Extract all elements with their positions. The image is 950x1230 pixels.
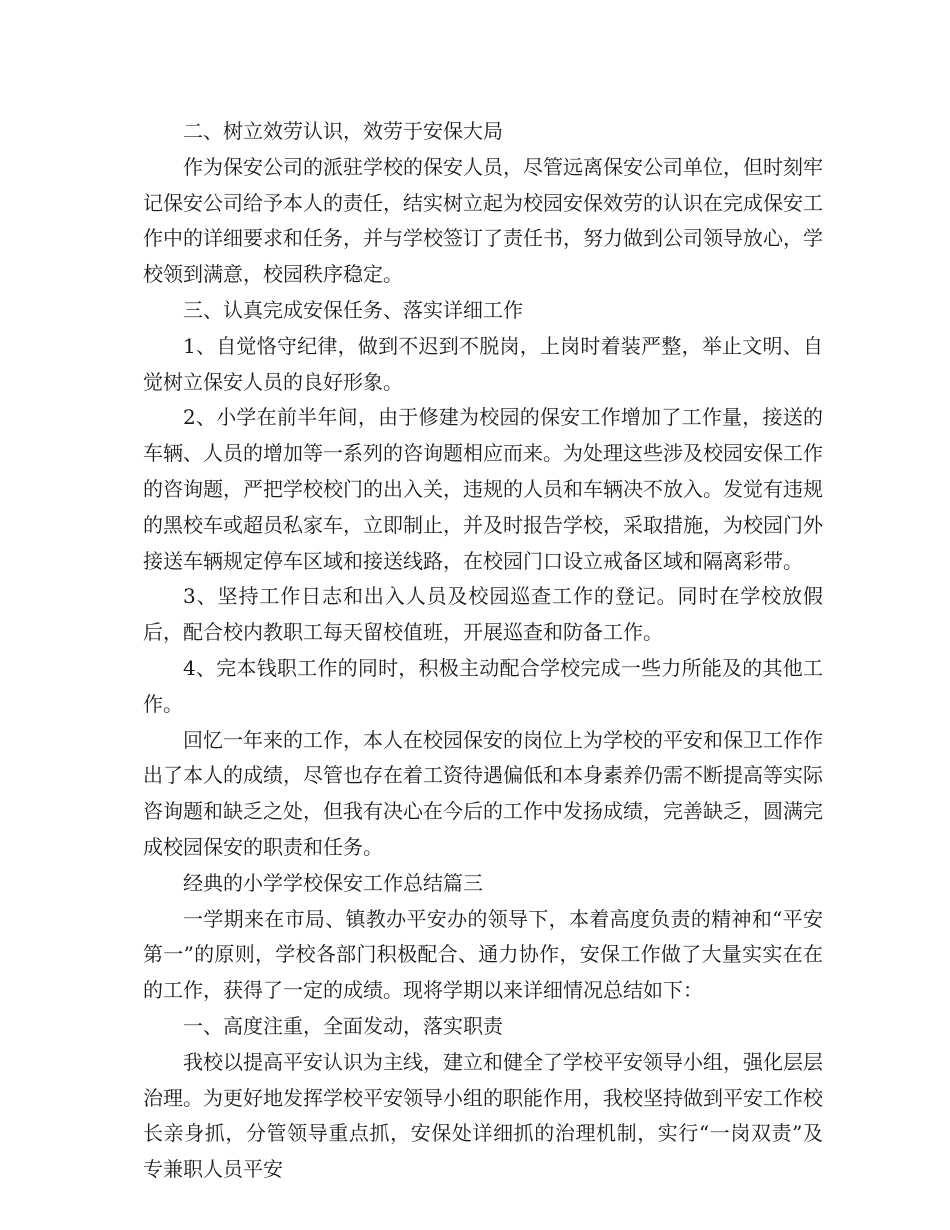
list-item-1: 1、自觉恪守纪律，做到不迟到不脱岗，上岗时着装严整，举止文明、自觉树立保安人员的良好形象。 — [143, 333, 823, 394]
list-item-3: 3、坚持工作日志和出入人员及校园巡查工作的登记。同时在学校放假后，配合校内教职工每天留校值班，开展巡查和防备工作。 — [143, 584, 823, 645]
paragraph: 作为保安公司的派驻学校的保安人员，尽管远离保安公司单位，但时刻牢记保安公司给予本人的责任，结实树立起为校园安保效劳的认识在完成保安工作中的详细要求和任务，并与学校签订了责任书，努力做到公司领导放心，学校领到满意，校园秩序稳定。 — [143, 154, 823, 287]
article-title: 经典的小学学校保安工作总结篇三 — [183, 870, 483, 895]
list-item-4: 4、完本钱职工作的同时，积极主动配合学校完成一些力所能及的其他工作。 — [143, 655, 823, 716]
section-heading-3: 三、认真完成安保任务、落实详细工作 — [183, 297, 523, 322]
paragraph: 我校以提高平安认识为主线，建立和健全了学校平安领导小组，强化层层治理。为更好地发挥学校平安领导小组的职能作用，我校坚持做到平安工作校长亲身抓，分管领导重点抓，安保处详细抓的治理机制，实行“一岗双责”及专兼职人员平安 — [143, 1049, 823, 1182]
section-heading-2: 二、树立效劳认识，效劳于安保大局 — [183, 119, 503, 143]
section-heading-1: 一、高度注重，全面发动，落实职责 — [183, 1013, 503, 1038]
document-body — [143, 114, 823, 1188]
list-item-2: 2、小学在前半年间，由于修建为校园的保安工作增加了工作量，接送的车辆、人员的增加等一系列的咨询题相应而来。为处理这些涉及校园安保工作的咨询题，严把学校校门的出入关，违规的人员和车辆决不放入。发觉有违规的黑校车或超员私家车，立即制止，并及时报告学校，采取措施，为校园门外接送车辆规定停车区域和接送线路，在校园门口设立戒备区域和隔离彩带。 — [143, 405, 823, 573]
paragraph: 回忆一年来的工作，本人在校园保安的岗位上为学校的平安和保卫工作作出了本人的成绩，尽管也存在着工资待遇偏低和本身素养仍需不断提高等实际咨询题和缺乏之处，但我有决心在今后的工作中发扬成绩，完善缺乏，圆满完成校园保安的职责和任务。 — [143, 727, 823, 859]
paragraph: 一学期来在市局、镇教办平安办的领导下，本着高度负责的精神和“平安第一”的原则，学校各部门积极配合、通力协作，安保工作做了大量实实在在的工作，获得了一定的成绩。现将学期以来详细情况总结如下： — [143, 906, 823, 1003]
